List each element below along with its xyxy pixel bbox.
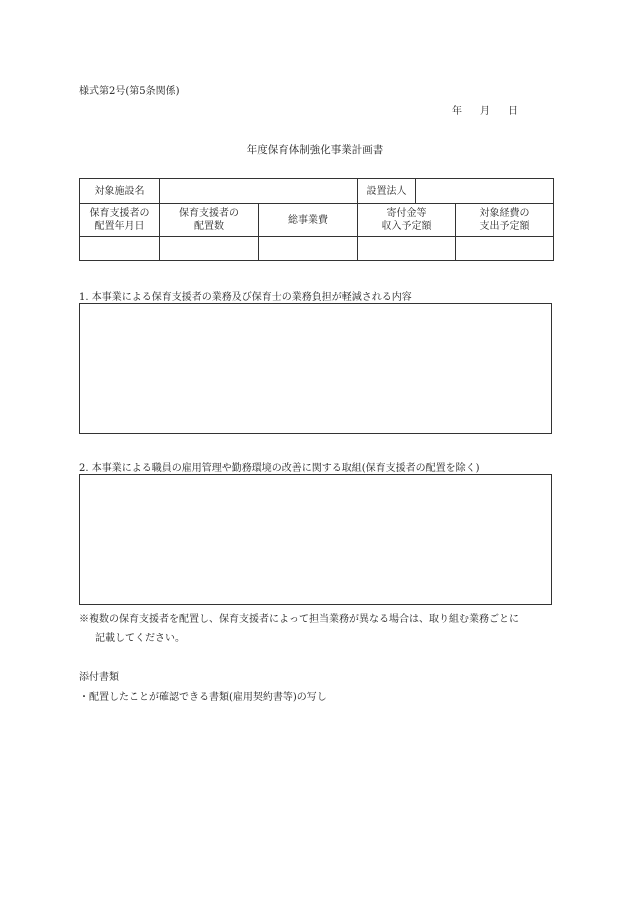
facility-name-field[interactable] (160, 179, 358, 204)
header-total-cost: 総事業費 (259, 204, 358, 237)
section-1-textbox[interactable] (79, 303, 552, 434)
founder-label: 設置法人 (358, 179, 416, 204)
attachments-heading: 添付書類 (79, 672, 119, 683)
attachment-item-text: 配置したことが確認できる書類(雇用契約書等)の写し (89, 692, 327, 703)
header-donation-income: 寄付金等 収入予定額 (358, 204, 456, 237)
header-placement-date: 保育支援者の 配置年月日 (80, 204, 160, 237)
founder-field[interactable] (416, 179, 554, 204)
donation-income-field[interactable] (358, 237, 456, 261)
section-2-textbox[interactable] (79, 474, 552, 605)
bullet-icon: ・ (79, 692, 89, 703)
eligible-expense-field[interactable] (456, 237, 554, 261)
facility-info-table (79, 178, 554, 261)
document-title: 年度保育体制強化事業計画書 (246, 144, 384, 156)
date-year: 年 (452, 106, 462, 117)
section-1-heading: 1. 本事業による保育支援者の業務及び保育士の業務負担が軽減される内容 (79, 292, 412, 303)
header-eligible-expense: 対象経費の 支出予定額 (456, 204, 554, 237)
section-2-heading: 2. 本事業による職員の雇用管理や勤務環境の改善に関する取組(保育支援者の配置を除く) (79, 463, 480, 474)
placement-date-field[interactable] (80, 237, 160, 261)
total-cost-field[interactable] (259, 237, 358, 261)
date-month: 月 (480, 106, 490, 117)
date-day: 日 (508, 106, 518, 117)
date-line (452, 102, 518, 117)
header-placement-count: 保育支援者の 配置数 (160, 204, 259, 237)
note-line-2: 記載してください。 (95, 633, 185, 644)
form-number: 様式第2号(第5条関係) (79, 86, 180, 97)
attachment-item (79, 688, 327, 703)
facility-name-label: 対象施設名 (80, 179, 160, 204)
placement-count-field[interactable] (160, 237, 259, 261)
note-line-1: ※複数の保育支援者を配置し、保育支援者によって担当業務が異なる場合は、取り組む業務ごとに (79, 614, 519, 625)
